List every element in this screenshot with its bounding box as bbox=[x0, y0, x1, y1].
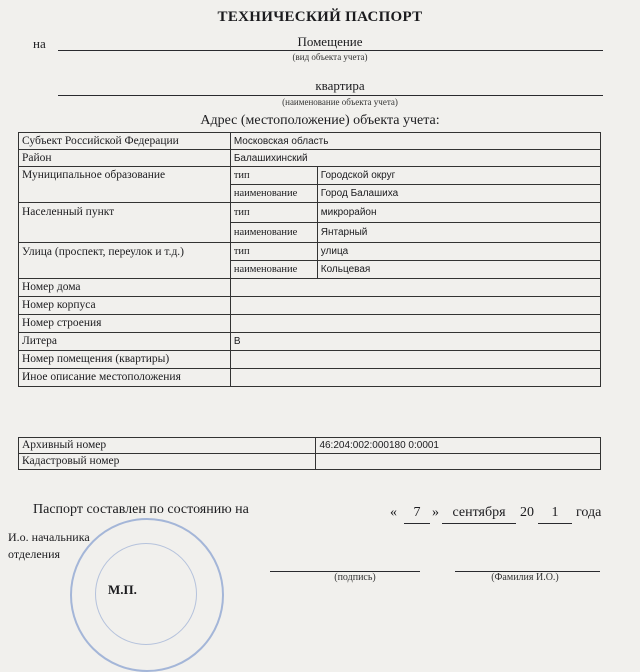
street-name-label: наименование bbox=[230, 261, 317, 279]
municipal-name-value: Город Балашиха bbox=[317, 185, 600, 203]
street-type-value: улица bbox=[317, 243, 600, 261]
building-label: Номер строения bbox=[19, 315, 231, 333]
year-line bbox=[538, 522, 572, 524]
municipal-type-label: тип bbox=[230, 167, 317, 185]
cadastral-value bbox=[316, 454, 601, 470]
other-location-label: Иное описание местоположения bbox=[19, 369, 231, 387]
settlement-name-value: Янтарный bbox=[317, 223, 600, 243]
official-title: И.о. начальника bbox=[8, 530, 90, 544]
document-title: ТЕХНИЧЕСКИЙ ПАСПОРТ bbox=[217, 9, 423, 25]
na-label: на bbox=[33, 36, 46, 51]
municipal-label: Муниципальное образование bbox=[19, 167, 231, 203]
archive-value: 46:204:002:000180 0:0001 bbox=[316, 438, 601, 454]
settlement-label: Населенный пункт bbox=[19, 203, 231, 243]
street-name-value: Кольцевая bbox=[317, 261, 600, 279]
address-table bbox=[18, 132, 601, 387]
district-label: Район bbox=[19, 150, 231, 167]
object-type-caption: (вид объекта учета) bbox=[292, 52, 368, 62]
litera-value: В bbox=[230, 333, 600, 351]
settlement-type-value: микрорайон bbox=[317, 203, 600, 223]
cadastral-label: Кадастровый номер bbox=[19, 454, 316, 470]
day-line bbox=[404, 522, 430, 524]
year-suffix: 1 bbox=[551, 505, 559, 520]
quote-open: « bbox=[390, 505, 397, 520]
object-type-value: Помещение bbox=[297, 34, 363, 49]
year-word: года bbox=[576, 505, 602, 520]
month-line bbox=[442, 522, 516, 524]
name-caption: (Фамилия И.О.) bbox=[491, 572, 559, 583]
archive-label: Архивный номер bbox=[19, 438, 316, 454]
street-type-label: тип bbox=[230, 243, 317, 261]
quote-close: » bbox=[432, 505, 439, 520]
official-subtitle: отделения bbox=[8, 547, 61, 561]
litera-label: Литера bbox=[19, 333, 231, 351]
settlement-type-label: тип bbox=[230, 203, 317, 223]
address-heading: Адрес (местоположение) объекта учета: bbox=[200, 113, 440, 128]
registry-table bbox=[18, 437, 601, 470]
building-value bbox=[230, 315, 600, 333]
municipal-name-label: наименование bbox=[230, 185, 317, 203]
corpus-value bbox=[230, 297, 600, 315]
district-value: Балашихинский bbox=[230, 150, 600, 167]
municipal-type-value: Городской округ bbox=[317, 167, 600, 185]
house-value bbox=[230, 279, 600, 297]
room-label: Номер помещения (квартиры) bbox=[19, 351, 231, 369]
subject-label: Субъект Российской Федерации bbox=[19, 133, 231, 150]
street-label: Улица (проспект, переулок и т.д.) bbox=[19, 243, 231, 279]
corpus-label: Номер корпуса bbox=[19, 297, 231, 315]
day-value: 7 bbox=[413, 505, 421, 520]
subject-value: Московская область bbox=[230, 133, 600, 150]
room-value bbox=[230, 351, 600, 369]
settlement-name-label: наименование bbox=[230, 223, 317, 243]
state-text: Паспорт составлен по состоянию на bbox=[33, 502, 249, 517]
month-value: сентября bbox=[452, 505, 506, 520]
house-label: Номер дома bbox=[19, 279, 231, 297]
other-location-value bbox=[230, 369, 600, 387]
object-name-value: квартира bbox=[315, 78, 365, 93]
signature-caption: (подпись) bbox=[334, 572, 376, 583]
object-name-line bbox=[58, 94, 603, 96]
seal-label: М.П. bbox=[108, 582, 137, 597]
object-name-caption: (наименование объекта учета) bbox=[282, 97, 398, 107]
year-prefix: 20 bbox=[520, 505, 534, 520]
